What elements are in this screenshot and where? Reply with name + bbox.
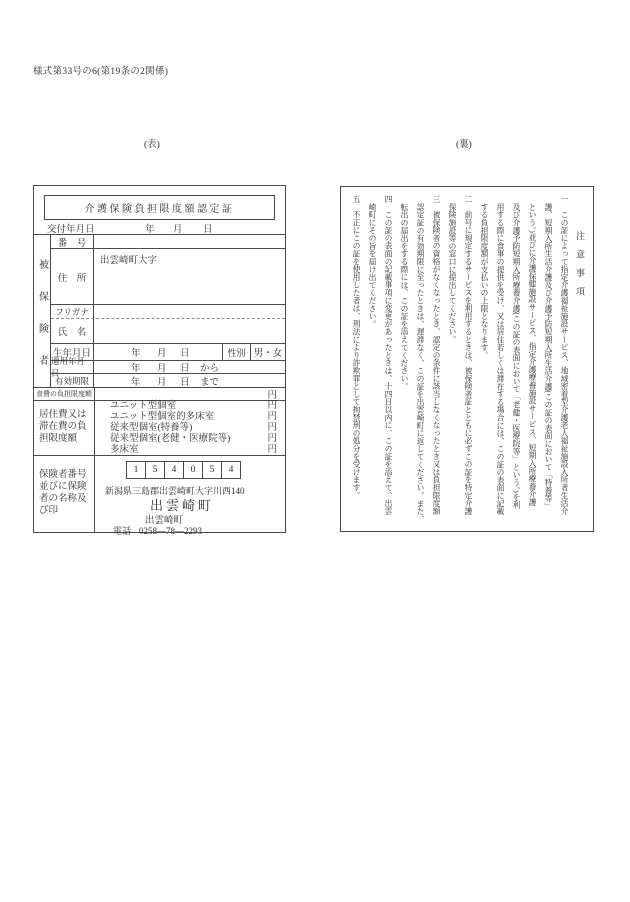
address-label: 住 所 [51, 249, 94, 304]
residence-fee-item [95, 445, 285, 456]
front-side-label: (表) [144, 140, 160, 150]
insurer-number-digit: 5 [202, 461, 222, 479]
residence-fee-item [95, 423, 285, 434]
room-type-unit: 円 [267, 444, 277, 455]
furigana-row [51, 305, 285, 319]
insurer-name: 出雲崎町 [144, 516, 183, 526]
application-date-row [51, 356, 285, 378]
note-line: 転出の届出をする際には、この証を添えてください。 [400, 203, 409, 391]
insurer-address: 新潟県三島郡出雲崎町大字川西140 [105, 486, 245, 496]
issue-year-label: 年 [145, 225, 155, 235]
residence-fee-item [95, 412, 285, 423]
residence-fee-item [95, 434, 285, 445]
expiry-label: 有効期限 [51, 374, 94, 387]
note-line: という。)並びに介護保健施設サービス、指定介護療養施設サービス、短期入所療養介護 [528, 203, 537, 506]
birthdate-value [94, 344, 223, 360]
note-line: 及び介護予防短期入所療養介護(この証の表面において「老健・医療院等」という。)を利 [512, 203, 521, 509]
issue-day-label: 日 [203, 225, 213, 235]
birth-day-label: 日 [180, 349, 190, 359]
number-row [51, 235, 285, 249]
insurer-number-boxes [126, 461, 241, 479]
meal-fee-label: 食費の負担限度額 [34, 388, 95, 400]
application-date-value [94, 361, 285, 373]
apply-day-label: 日 [180, 364, 190, 374]
sex-value: 男・女 [253, 349, 283, 359]
note-line: 三 被保険者の資格がなくなったとき、認定の条件に該当しなくなったとき又は負担限度額 [432, 195, 441, 515]
name-value [94, 319, 285, 343]
insurer-number-digit: 5 [145, 461, 165, 479]
address-value: 出雲崎町大字 [100, 256, 158, 266]
front-card [33, 185, 286, 536]
insured-table [34, 235, 285, 536]
name-row [51, 319, 285, 344]
note-line: 一 この証によって指定介護福祉施設サービス、地域密着型介護老人福祉施設入所者生活介 [560, 195, 569, 515]
room-type-unit: 円 [267, 411, 277, 422]
furigana-label: フリガナ [51, 305, 94, 318]
back-side-label: (裏) [456, 140, 472, 150]
apply-month-label: 月 [157, 364, 167, 374]
room-type-unit: 円 [267, 400, 277, 411]
insurer-name-stamp: 出雲崎町 [149, 498, 214, 513]
expiry-until-label: まで [200, 377, 220, 388]
phone-label: 電話 [113, 526, 132, 536]
note-line: 保険施設等の窓口に提出してください。 [448, 203, 457, 344]
note-line: 崎町にその旨を届け出てください。 [368, 203, 377, 328]
address-row [51, 249, 285, 305]
expiry-year-label: 年 [131, 377, 141, 388]
room-type-unit: 円 [267, 433, 277, 444]
note-line: 認定証の有効期限に至ったときは、遅滞なく、この証を出雲崎町に返してください。また、 [416, 203, 425, 523]
card-title-box [44, 195, 275, 220]
room-type-label: 従来型個室(特養等) [110, 422, 193, 433]
notes-heading: 注意事項 [575, 231, 585, 305]
expiry-value [94, 374, 285, 387]
insured-person-strip-label: 被保険者 [36, 259, 48, 387]
sex-label: 性別 [223, 344, 251, 360]
birthdate-label: 生年月日 [51, 344, 94, 360]
issue-month-label: 月 [173, 225, 183, 235]
insurer-number-digit: 0 [183, 461, 203, 479]
application-date-label: 適用年月日 [51, 361, 94, 373]
insured-person-strip [34, 235, 51, 387]
back-card [340, 186, 594, 532]
room-type-unit: 円 [267, 422, 277, 433]
room-type-label: ユニット型個室 [110, 400, 177, 411]
note-line: 用する際に食事の提供を受け、又は居住若しくは滞在する場合には、この証の表面に記載 [496, 203, 505, 515]
room-type-label: 多床室 [110, 444, 139, 455]
expiry-row [51, 374, 285, 387]
insurer-number-digit: 4 [164, 461, 184, 479]
card-title: 介護保険負担限度額認定証 [84, 204, 235, 215]
furigana-value [94, 305, 285, 318]
birth-year-label: 年 [131, 349, 141, 359]
residence-fee-label: 居住費又は滞在費の負担限度額 [34, 401, 95, 455]
birth-month-label: 月 [157, 349, 167, 359]
number-label: 番 号 [51, 235, 94, 248]
insured-section [34, 235, 285, 388]
note-line: 二 前号に規定するサービスを利用するときは、被保険者証とともに必ずこの証を特定介護 [464, 195, 473, 515]
insurer-number-digit: 4 [221, 461, 241, 479]
residence-fee-item [95, 401, 285, 412]
note-line: 護、短期入所生活介護及び介護予防短期入所生活介護(この証の表面において「特養等」 [544, 203, 553, 510]
name-label: 氏 名 [51, 319, 94, 343]
insurer-label: 保険者番号並びに保険者の名称及び印 [34, 456, 95, 532]
room-type-label: ユニット型個室的多床室 [110, 411, 215, 422]
number-value [94, 235, 285, 248]
note-line: 四 この証の表面の記載事項に変更があったときは、十四日以内に、この証を添えて、出雲 [384, 195, 393, 515]
apply-from-label: から [200, 364, 220, 374]
insurer-section [34, 456, 285, 536]
expiry-month-label: 月 [157, 377, 167, 388]
residence-fee-section [34, 401, 285, 456]
meal-fee-row [34, 388, 285, 401]
room-type-label: 従来型個室(老健・医療院等) [110, 433, 231, 444]
issue-date-label: 交付年月日 [47, 225, 95, 235]
apply-year-label: 年 [131, 364, 141, 374]
note-line: 五 不正にこの証を使用した者は、刑法により詐欺罪として拘禁刑の処分を受けます。 [352, 195, 361, 500]
phone-number: 0258—78—2293 [139, 526, 203, 536]
note-line: する負担限度額が支払いの上限となります。 [480, 203, 489, 359]
insurer-phone [113, 524, 202, 537]
expiry-day-label: 日 [180, 377, 190, 388]
issue-date-row [34, 220, 285, 235]
meal-fee-unit: 円 [267, 391, 277, 401]
form-code-header: 様式第33号の6(第19条の2関係) [33, 67, 169, 77]
insurer-number-digit: 1 [126, 461, 146, 479]
